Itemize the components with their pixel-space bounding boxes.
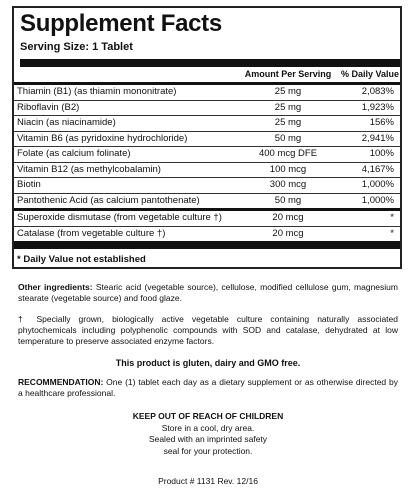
other-ingredients: [18, 282, 398, 304]
nutrient-amount: 100 mcg: [269, 163, 307, 175]
recommendation-label: RECOMMENDATION:: [18, 377, 104, 387]
nutrient-name: Superoxide dismutase (from vegetable culture †): [17, 212, 222, 223]
other-ingredients-text: Stearic acid (vegetable source), cellulose, modified cellulose gum, magnesium stearate (vegetable source) and food glaze.: [18, 282, 398, 303]
header-amount: Amount Per Serving: [244, 69, 332, 79]
product-number: Product # 1131 Rev. 12/16: [158, 476, 258, 486]
nutrient-daily-value: 2,083%: [361, 86, 394, 97]
nutrient-row: [14, 194, 400, 212]
nutrient-row: [14, 178, 400, 194]
seal-line-2: seal for your protection.: [163, 445, 253, 456]
nutrient-row: [14, 116, 400, 132]
nutrient-row: [14, 85, 400, 101]
nutrient-name: Biotin: [17, 179, 41, 190]
culture-note: † Specially grown, biologically active vegetable culture containing naturally associated phytochemicals including polyphenolic compounds with SOD and catalase, dehydrated at low temperature to preserve associated enzyme factors.: [18, 314, 398, 346]
nutrient-amount: 20 mcg: [272, 227, 304, 239]
nutrient-amount: 25 mg: [274, 117, 302, 128]
recommendation: [18, 377, 398, 399]
nutrient-amount: 50 mg: [274, 194, 302, 206]
warning-block: [18, 411, 398, 457]
nutrient-daily-value: 156%: [369, 117, 394, 128]
allergen-statement: This product is gluten, dairy and GMO free.: [115, 358, 301, 368]
nutrient-amount: 20 mcg: [272, 212, 304, 223]
serving-size: Serving Size: 1 Tablet: [20, 40, 400, 67]
supplement-facts-panel: [12, 6, 402, 269]
header-daily-value: % Daily Value: [340, 69, 400, 79]
header-spacer: [14, 69, 236, 79]
nutrient-name: Riboflavin (B2): [17, 101, 80, 113]
warning-heading: KEEP OUT OF REACH OF CHILDREN: [132, 411, 284, 421]
nutrient-row: [14, 211, 400, 227]
nutrient-amount: 50 mg: [274, 132, 302, 144]
recommendation-text: One (1) tablet each day as a dietary supplement or as otherwise directed by a healthcare professional.: [18, 377, 398, 398]
panel-title: Supplement Facts: [20, 10, 222, 37]
nutrient-row: [14, 163, 400, 179]
storage-line: Store in a cool, dry area.: [161, 422, 255, 433]
nutrient-amount: 25 mg: [274, 101, 302, 113]
nutrient-daily-value: 1,000%: [361, 179, 394, 190]
nutrient-amount: 25 mg: [274, 86, 302, 97]
nutrient-name: Pantothenic Acid (as calcium pantothenate): [17, 194, 200, 206]
column-header-row: [14, 67, 400, 85]
nutrient-daily-value: 100%: [369, 148, 394, 159]
nutrient-name: Vitamin B6 (as pyridoxine hydrochloride): [17, 132, 188, 144]
nutrient-rows: [14, 85, 400, 241]
nutrient-row: [14, 101, 400, 117]
nutrient-daily-value: *: [390, 212, 394, 223]
nutrient-name: Niacin (as niacinamide): [17, 117, 116, 128]
nutrient-name: Thiamin (B1) (as thiamin mononitrate): [17, 86, 177, 97]
nutrient-row: [14, 227, 400, 242]
nutrient-daily-value: 1,923%: [361, 101, 394, 113]
daily-value-footnote: * Daily Value not established: [14, 241, 400, 267]
nutrient-row: [14, 132, 400, 148]
nutrient-daily-value: 2,941%: [361, 132, 394, 144]
seal-line-1: Sealed with an imprinted safety: [148, 434, 268, 444]
nutrient-daily-value: 1,000%: [361, 194, 394, 206]
nutrient-amount: 400 mcg DFE: [258, 148, 318, 159]
nutrient-name: Folate (as calcium folinate): [17, 148, 131, 159]
nutrient-daily-value: 4,167%: [361, 163, 394, 175]
nutrient-name: Vitamin B12 (as methylcobalamin): [17, 163, 161, 175]
nutrient-row: [14, 147, 400, 163]
nutrient-daily-value: *: [390, 227, 394, 239]
other-ingredients-label: Other ingredients:: [18, 282, 93, 292]
nutrient-amount: 300 mcg: [269, 179, 307, 190]
nutrient-name: Catalase (from vegetable culture †): [17, 227, 166, 239]
